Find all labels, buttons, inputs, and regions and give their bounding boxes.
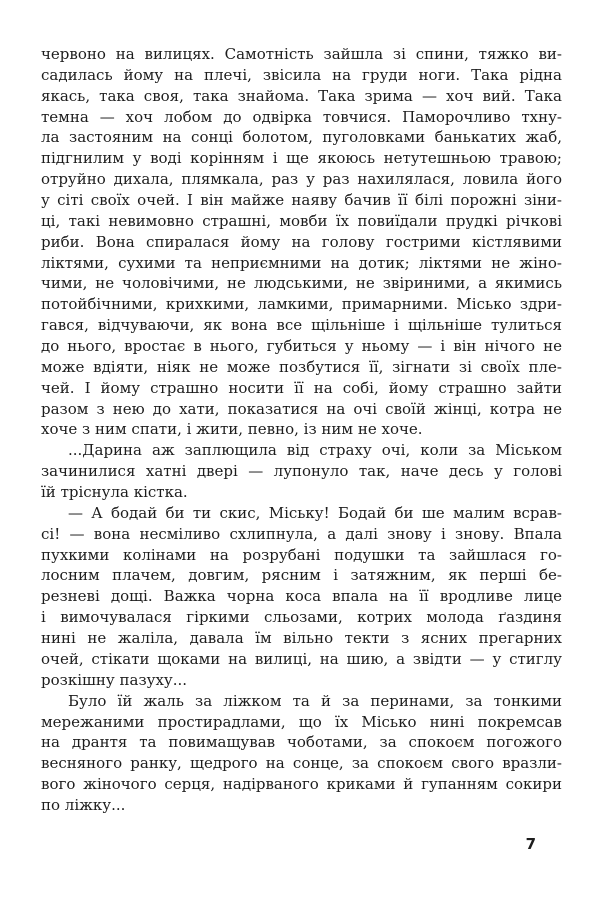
text-line: лосним плачем, довгим, рясним і затяжним, як перші бе-: [41, 566, 562, 585]
text-line: червоно на вилицях. Самотність зайшла зі спини, тяжко ви-: [41, 45, 562, 63]
text-line: риби. Вона спиралася йому на голову гострими кістлявими: [41, 232, 562, 251]
text-line: розкішну пазуху...: [41, 670, 188, 689]
text-line: чими, не чоловічими, не людськими, не звіриними, а якимись: [41, 274, 562, 293]
text-line: може вдіяти, ніяк не може позбутися її, зігнати зі своїх пле-: [41, 357, 562, 376]
text-line: якась, така своя, така знайома. Така зрима — хоч вий. Така: [41, 86, 562, 105]
text-line: весняного ранку, щедрого на сонце, за спокоєм свого вразли-: [41, 754, 562, 773]
text-line: гався, відчуваючи, як вона все щільніше і щільніше тулиться: [41, 316, 562, 335]
text-line: їй тріснула кістка.: [41, 483, 188, 502]
text-line: по ліжку...: [41, 795, 126, 814]
text-line: нині не жаліла, давала їм вільно текти з ясних прегарних: [41, 629, 562, 648]
text-line: чей. І йому страшно носити її на собі, йому страшно зайти: [41, 378, 562, 397]
paragraph: [41, 440, 562, 503]
text-line: пухкими колінами на розрубані подушки та зайшлася го-: [41, 545, 562, 564]
paragraph: [41, 503, 562, 691]
text-line: Було їй жаль за ліжком та й за перинами, за тонкими: [68, 691, 562, 710]
text-line: зачинилися хатні двері — лупонуло так, наче десь у голові: [41, 462, 562, 481]
text-line: садилась йому на плечі, звісила на груди ноги. Така рідна: [41, 65, 562, 84]
text-line: і вимочувалася гіркими сльозами, котрих молода ґаздиня: [41, 608, 562, 627]
text-line: мережаними простирадлами, що їх Місько нині покремсав: [41, 712, 562, 731]
text-line: отруйно дихала, плямкала, раз у раз нахилялася, ловила його: [41, 170, 562, 189]
text-line: ...Дарина аж заплющила від страху очі, коли за Міськом: [68, 441, 562, 460]
text-line: на дрантя та повимащував чоботами, за спокоєм погожого: [41, 733, 562, 752]
text-line: темна — хоч лобом до одвірка товчися. Паморочливо тхну-: [41, 107, 562, 126]
page-number: 7: [525, 835, 536, 853]
page-text: [41, 44, 562, 816]
text-line: вого жіночого серця, надірваного криками й гупанням сокири: [41, 775, 562, 794]
text-line: разом з нею до хати, показатися на очі своїй жінці, котра не: [41, 399, 562, 418]
text-line: — А бодай би ти скис, Міську! Бодай би ше малим всрав-: [68, 503, 562, 522]
text-line: хоче з ним спати, і жити, певно, із ним не хоче.: [41, 420, 423, 439]
text-line: очей, стікати щоками на вилиці, на шию, а звідти — у стиглу: [41, 649, 562, 668]
text-line: до нього, вростає в нього, губиться у ньому — і він нічого не: [41, 337, 562, 356]
text-line: ліктями, сухими та неприємними на дотик; ліктями не жіно-: [41, 253, 562, 272]
text-line: підгнилим у воді корінням і ще якоюсь нетутешньою травою;: [41, 149, 562, 168]
text-line: у сіті своїх очей. І він майже наяву бачив її білі порожні зіни-: [41, 191, 562, 210]
text-line: потойбічними, крихкими, ламкими, примарними. Місько здри-: [41, 295, 562, 314]
text-line: ці, такі невимовно страшні, мовби їх повиїдали прудкі річкові: [41, 211, 562, 230]
text-line: ла застояним на сонці болотом, пуголовками банькатих жаб,: [41, 128, 562, 147]
paragraph: [41, 691, 562, 816]
text-line: сі! — вона несміливо схлипнула, а далі знову і знову. Впала: [41, 524, 562, 543]
text-line: резневі дощі. Важка чорна коса впала на її вродливе лице: [41, 587, 562, 606]
paragraph: [41, 44, 562, 440]
